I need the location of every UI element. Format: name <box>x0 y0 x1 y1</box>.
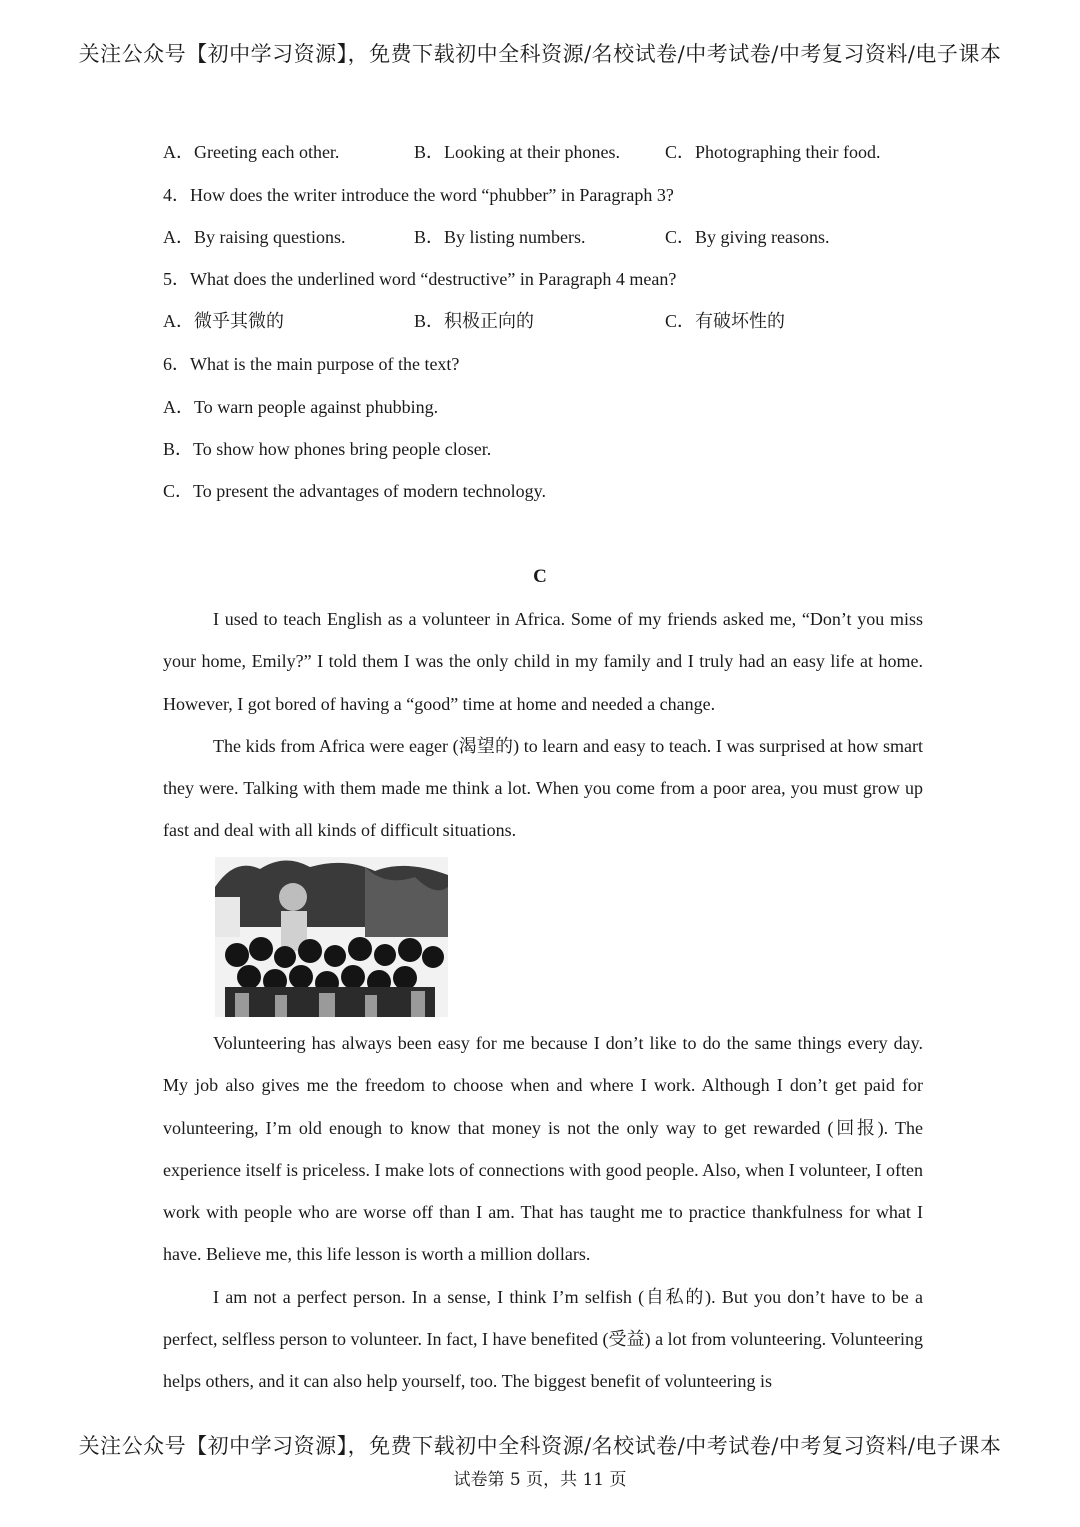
q4-option-a: A．By raising questions. <box>163 227 346 247</box>
q5-question: 5．What does the underlined word “destructive” in Paragraph 4 mean? <box>163 269 677 289</box>
bottom-banner: 关注公众号【初中学习资源】，免费下载初中全科资源/名校试卷/中考试卷/中考复习资料/电子课本 <box>78 1434 1002 1458</box>
q4-option-c: C．By giving reasons. <box>665 227 830 247</box>
q6-option-a: A．To warn people against phubbing. <box>163 397 439 417</box>
q3-option-b: B．Looking at their phones. <box>414 142 620 162</box>
top-banner: 关注公众号【初中学习资源】，免费下载初中全科资源/名校试卷/中考试卷/中考复习资料/电子课本 <box>78 42 1002 66</box>
section-title: C <box>533 566 547 587</box>
q4-question: 4．How does the writer introduce the word “phubber” in Paragraph 3? <box>163 185 674 205</box>
q6-question: 6．What is the main purpose of the text? <box>163 354 460 374</box>
q6-option-c: C．To present the advantages of modern technology. <box>163 481 546 501</box>
page-number: 试卷第 5 页，共 11 页 <box>453 1470 627 1490</box>
passage-block-2 <box>163 1022 923 1403</box>
q4-option-b: B．By listing numbers. <box>414 227 586 247</box>
passage-block-1 <box>163 598 923 852</box>
volunteer-photo <box>215 857 448 1017</box>
q5-option-c: C．有破坏性的 <box>665 311 786 331</box>
paragraph-3: Volunteering has always been easy for me because I don’t like to do the same things every day. My job also gives me the freedom to choose when and where I work. Although I don’t get paid for volunteering, I’m old enough to know that money is not the only way to get rewarded (回报). The experience itself is priceless. I make lots of connections with good people. Also, when I volunteer, I often work with people who are worse off than I am. That has taught me to practice thankfulness for what I have. Believe me, this life lesson is worth a million dollars. <box>163 1033 923 1265</box>
paragraph-1: I used to teach English as a volunteer in Africa. Some of my friends asked me, “Don’t you miss your home, Emily?” I told them I was the only child in my family and I truly had an easy life at home. However, I got bored of having a “good” time at home and needed a change. <box>163 609 923 714</box>
q5-option-b: B．积极正向的 <box>414 311 535 331</box>
paragraph-2: The kids from Africa were eager (渴望的) to learn and easy to teach. I was surprised at how smart they were. Talking with them made me think a lot. When you come from a poor area, you must grow up fast and deal with all kinds of difficult situations. <box>163 735 923 841</box>
q3-option-c: C．Photographing their food. <box>665 142 881 162</box>
q5-option-a: A．微乎其微的 <box>163 311 284 331</box>
q6-option-b: B．To show how phones bring people closer. <box>163 439 492 459</box>
paragraph-4: I am not a perfect person. In a sense, I think I’m selfish (自私的). But you don’t have to be a perfect, selfless person to volunteer. In fact, I have benefited (受益) a lot from volunteering. Volunteering helps others, and it can also help yourself, too. The biggest benefit of volunteering is <box>163 1286 923 1392</box>
q3-option-a: A．Greeting each other. <box>163 142 340 162</box>
